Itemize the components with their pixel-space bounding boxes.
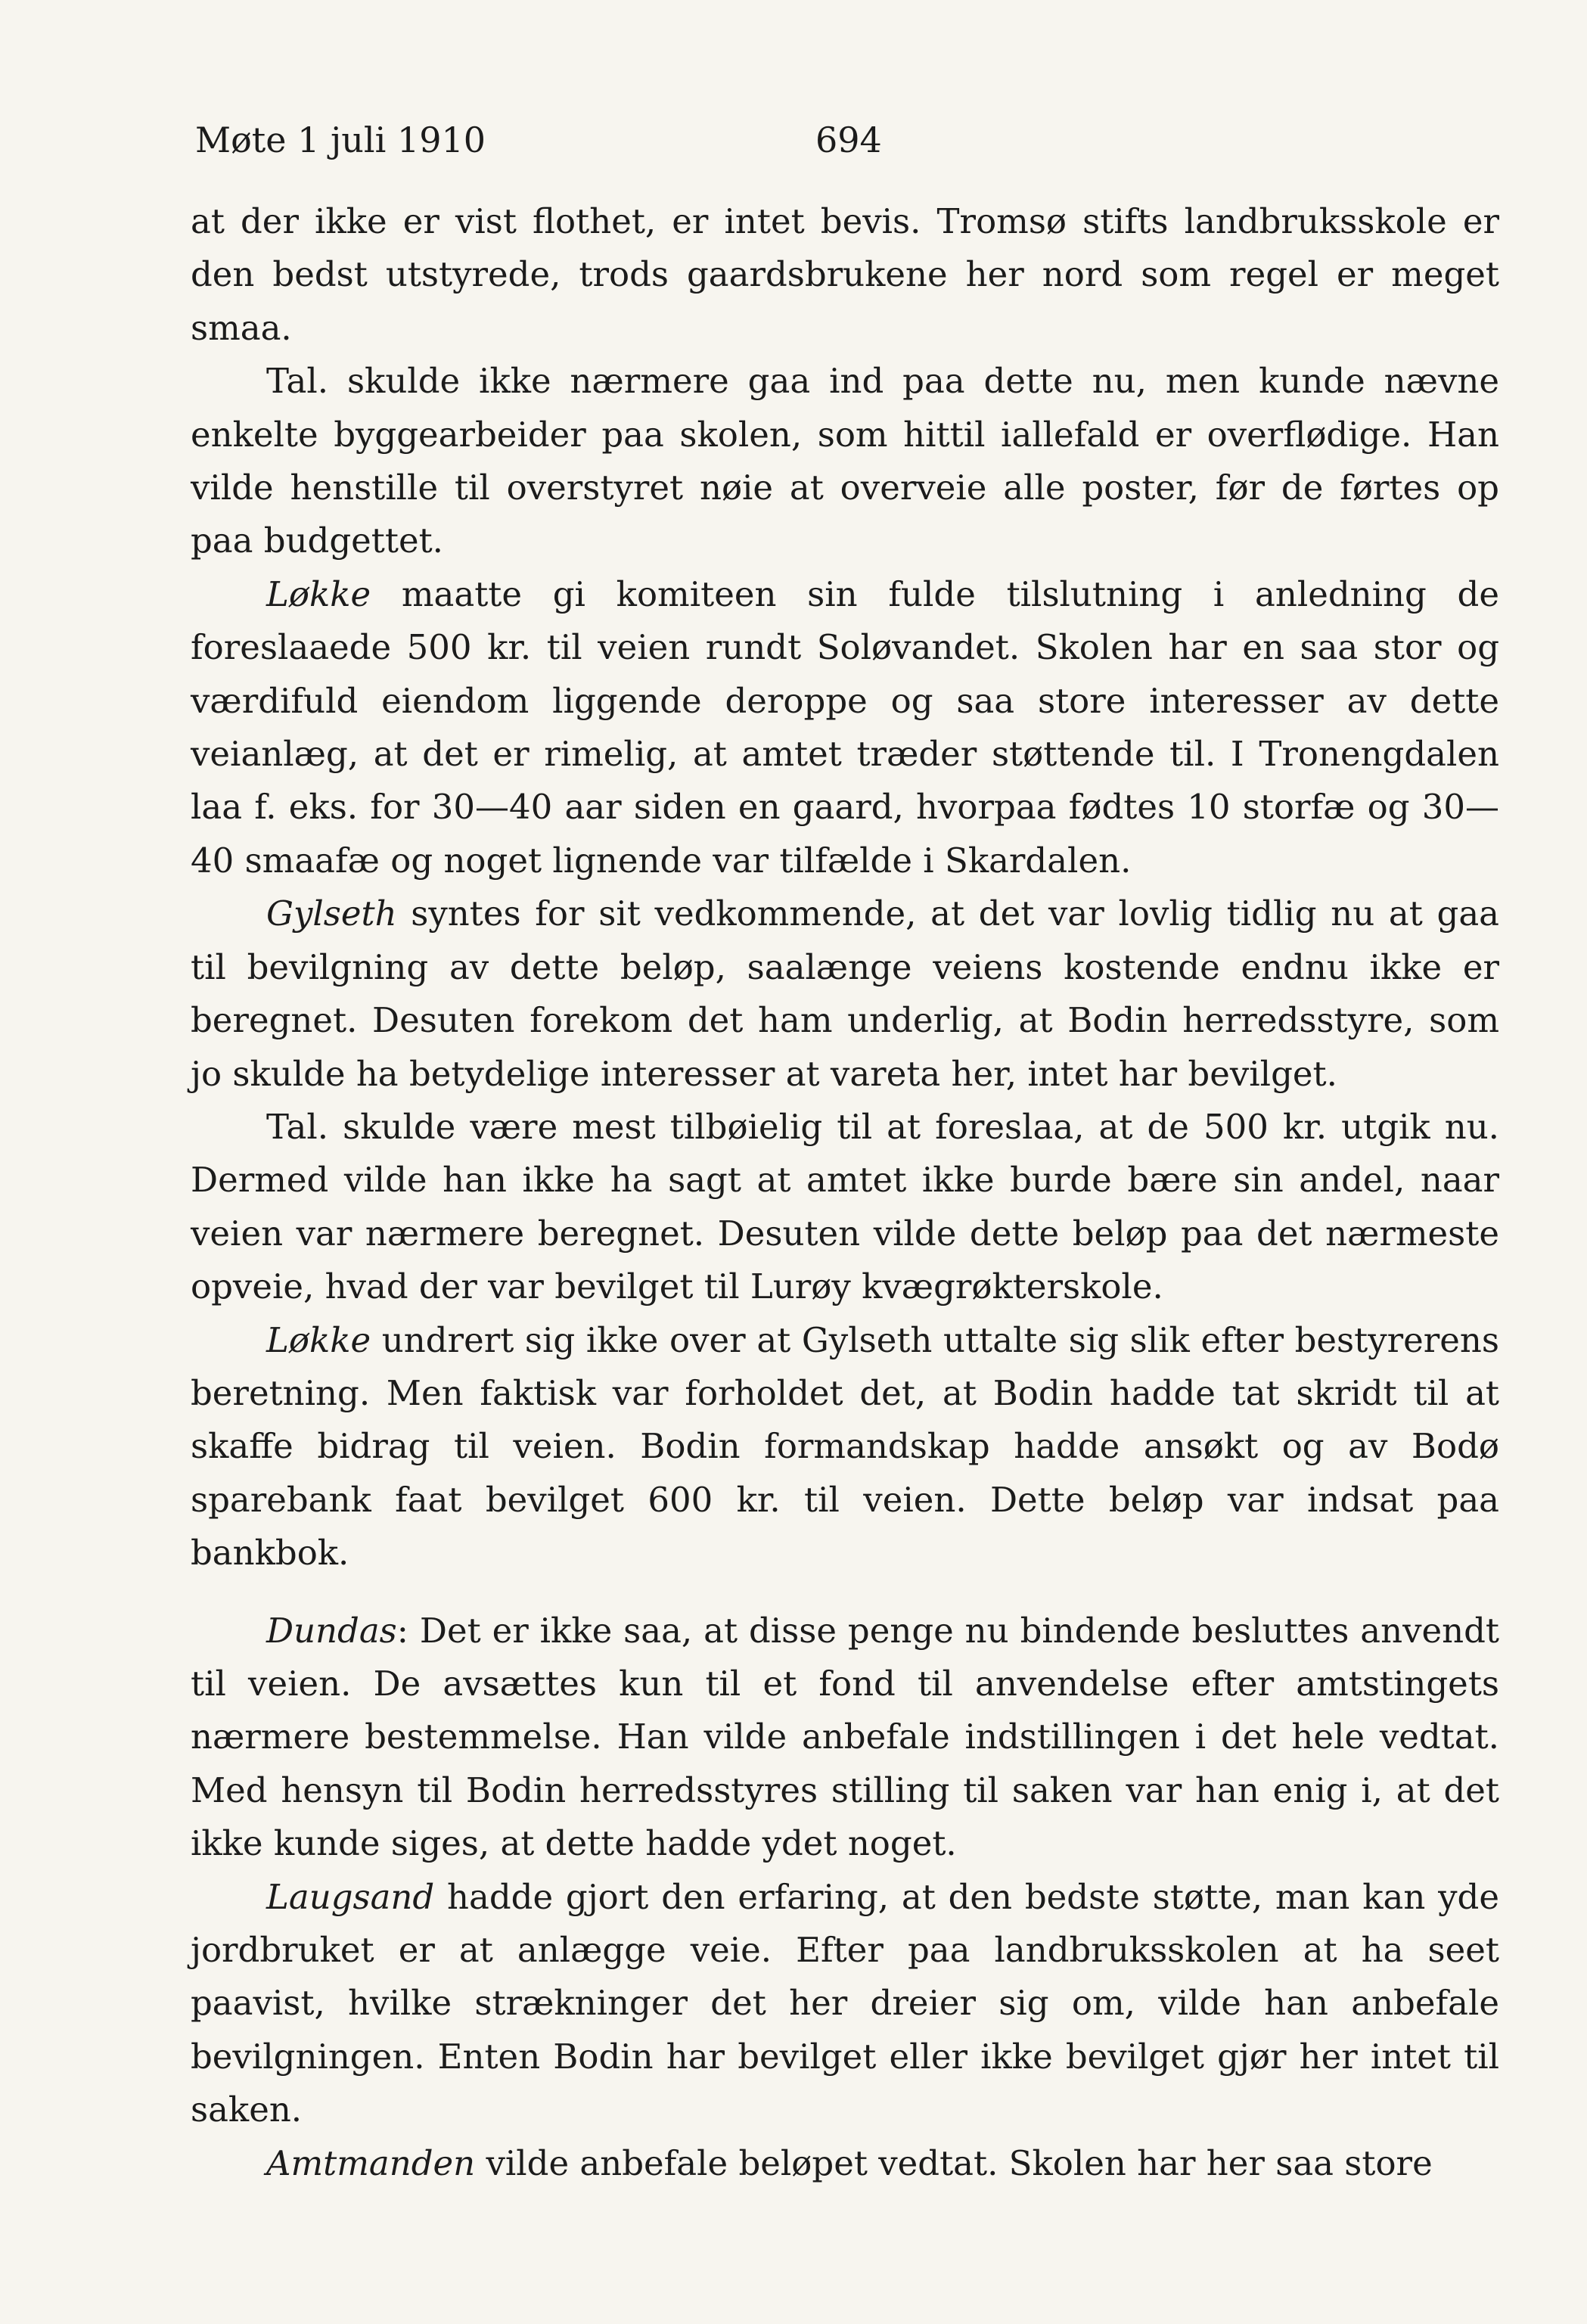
paragraph xyxy=(191,568,1499,887)
paragraph xyxy=(191,1871,1499,2137)
page-header xyxy=(195,120,1496,165)
paragraph xyxy=(191,355,1499,568)
speaker-name: Dundas xyxy=(266,1610,397,1651)
paragraph-text: at der ikke er vist flothet, er intet bevis. Tromsø stifts landbruksskole er den bedst utstyrede, trods gaardsbrukene her nord som regel er meget smaa. xyxy=(191,201,1499,348)
paragraph-text: Tal. skulde være mest tilbøielig til at foreslaa, at de 500 kr. utgik nu. Dermed vilde han ikke ha sagt at amtet ikke burde bære sin andel, naar veien var nærmere beregnet. Desuten vilde dette beløp paa det nærmeste opveie, hvad der var bevilget til Lurøy kvægrøkterskole. xyxy=(191,1106,1499,1307)
paragraph-text: undrert sig ikke over at Gylseth uttalte sig slik efter bestyrerens beretning. Men faktisk var forholdet det, at Bodin hadde tat skridt til at skaffe bidrag til veien. Bodin formandskap hadde ansøkt og av Bodø sparebank faat bevilget 600 kr. til veien. Dette beløp var indsat paa bankbok. xyxy=(191,1319,1499,1574)
page-body xyxy=(191,195,1499,2190)
speaker-name: Amtmanden xyxy=(266,2142,476,2183)
paragraph-text: Tal. skulde ikke nærmere gaa ind paa dette nu, men kunde nævne enkelte byggearbeider paa skolen, som hittil iallefald er overflødige. Han vilde henstille til overstyret nøie at overveie alle poster, før de førtes op paa budgettet. xyxy=(191,361,1499,561)
paragraph-text: vilde anbefale beløpet vedtat. Skolen har her saa store xyxy=(475,2142,1433,2183)
paragraph-text: : Det er ikke saa, at disse penge nu bindende besluttes anvendt til veien. De avsættes kun til et fond til anvendelse efter amtstingets nærmere bestemmelse. Han vilde anbefale indstillingen i det hele vedtat. Med hensyn til Bodin herredsstyres stilling til saken var han enig i, at det ikke kunde siges, at dette hadde ydet noget. xyxy=(191,1610,1499,1864)
paragraph-text: maatte gi komiteen sin fulde tilslutning i anledning de foreslaaede 500 kr. til veien rundt Soløvandet. Skolen har en saa stor og værdifuld eiendom liggende deroppe og saa store interesser av dette veianlæg, at det er rimelig, at amtet træder støttende til. I Tronengdalen laa f. eks. for 30—40 aar siden en gaard, hvorpaa fødtes 10 storfæ og 30—40 smaafæ og noget lignende var tilfælde i Skardalen. xyxy=(191,573,1499,881)
speaker-name: Løkke xyxy=(266,573,371,614)
speaker-name: Løkke xyxy=(266,1319,371,1360)
paragraph xyxy=(191,1605,1499,1871)
paragraph xyxy=(191,1314,1499,1580)
paragraph xyxy=(191,887,1499,1101)
paragraph xyxy=(191,1101,1499,1314)
paragraph xyxy=(191,195,1499,355)
speaker-name: Laugsand xyxy=(266,1876,435,1917)
meeting-date: Møte 1 juli 1910 xyxy=(195,120,486,160)
paragraph xyxy=(191,2137,1499,2190)
paragraph-text: hadde gjort den erfaring, at den bedste støtte, man kan yde jordbruket er at anlægge veie. Efter paa landbruksskolen at ha seet paavist, hvilke strækninger det her dreier sig om, vilde han anbefale bevilgningen. Enten Bodin har bevilget eller ikke bevilget gjør her intet til saken. xyxy=(191,1876,1499,2130)
paragraph-text: syntes for sit vedkommende, at det var lovlig tidlig nu at gaa til bevilgning av dette beløp, saalænge veiens kostende endnu ikke er beregnet. Desuten forekom det ham underlig, at Bodin herredsstyre, som jo skulde ha betydelige interesser at vareta her, intet har bevilget. xyxy=(191,893,1499,1094)
page-number: 694 xyxy=(815,120,882,160)
speaker-name: Gylseth xyxy=(266,893,397,934)
